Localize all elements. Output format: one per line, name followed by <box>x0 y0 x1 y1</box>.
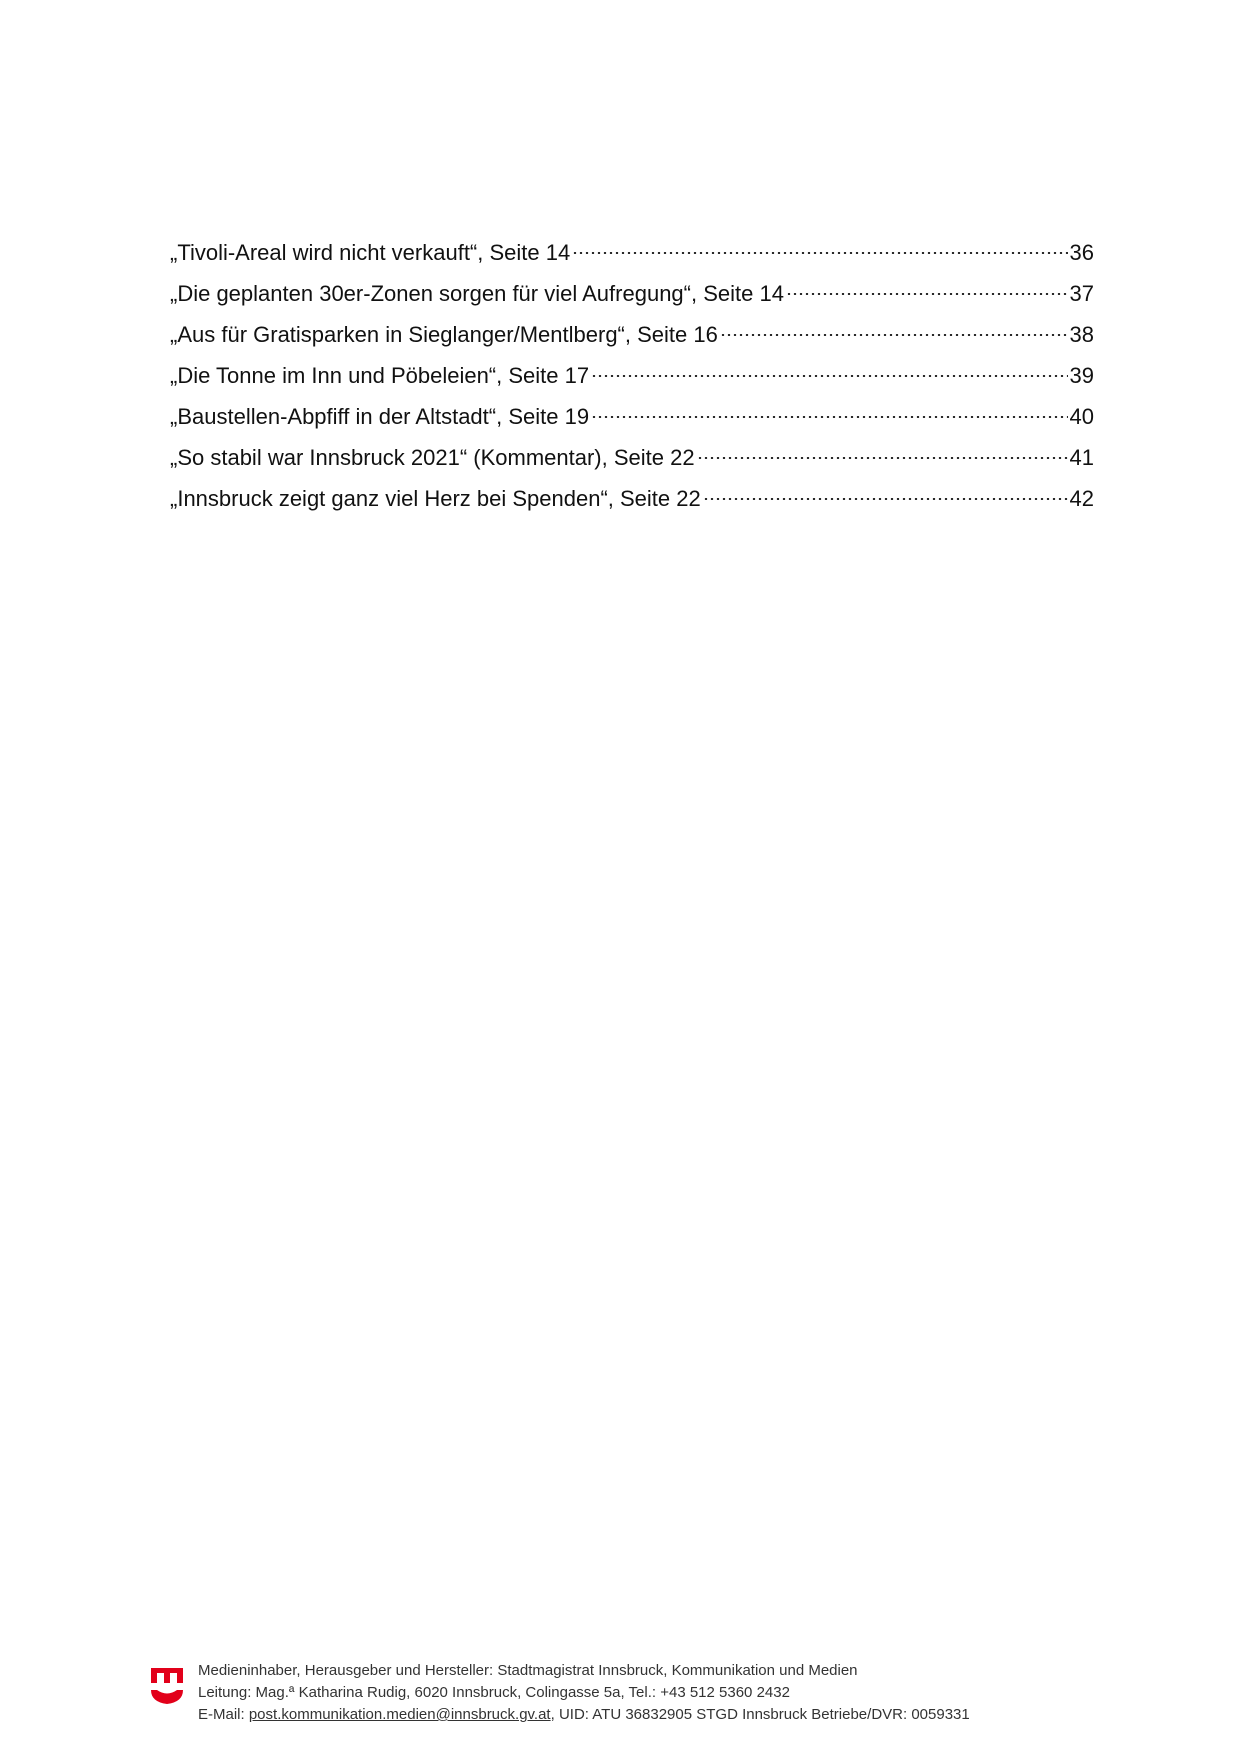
toc-entry-page: 37 <box>1069 281 1094 306</box>
uid-dvr-text: , UID: ATU 36832905 STGD Innsbruck Betriebe/DVR: 0059331 <box>550 1706 970 1723</box>
toc-dot-leader <box>720 334 1068 336</box>
toc-entry-title: „Innsbruck zeigt ganz viel Herz bei Spenden“, Seite 22 <box>170 486 701 511</box>
toc-dot-leader <box>572 252 1067 254</box>
toc-entry[interactable] <box>170 314 1094 355</box>
toc-entry[interactable] <box>170 232 1094 273</box>
toc-entry[interactable] <box>170 478 1094 519</box>
toc-entry[interactable] <box>170 355 1094 396</box>
toc-entry[interactable] <box>170 273 1094 314</box>
imprint-management-line: Leitung: Mag.ª Katharina Rudig, 6020 Innsbruck, Colingasse 5a, Tel.: +43 512 5360 2432 <box>198 1684 790 1701</box>
toc-entry-page: 41 <box>1069 445 1094 470</box>
toc-dot-leader <box>697 457 1068 459</box>
toc-entry-page: 39 <box>1069 363 1094 388</box>
toc-entry-page: 38 <box>1069 322 1094 347</box>
toc-entry[interactable] <box>170 396 1094 437</box>
toc-dot-leader <box>591 416 1067 418</box>
innsbruck-logo-icon <box>150 1666 184 1706</box>
toc-entry-title: „So stabil war Innsbruck 2021“ (Kommentar), Seite 22 <box>170 445 695 470</box>
toc-entry-title: „Aus für Gratisparken in Sieglanger/Mentlberg“, Seite 16 <box>170 322 718 347</box>
page-footer <box>150 1660 1150 1726</box>
email-label: E-Mail: <box>198 1706 249 1723</box>
toc-dot-leader <box>703 498 1068 500</box>
publisher-imprint <box>198 1660 970 1726</box>
imprint-publisher-line: Medieninhaber, Herausgeber und Hersteller: Stadtmagistrat Innsbruck, Kommunikation und Medien <box>198 1662 858 1679</box>
toc-entry-title: „Tivoli-Areal wird nicht verkauft“, Seite 14 <box>170 240 571 265</box>
imprint-contact-line <box>198 1704 970 1726</box>
toc-entry-page: 36 <box>1069 240 1094 265</box>
toc-dot-leader <box>591 375 1067 377</box>
toc-entry-page: 42 <box>1069 486 1094 511</box>
toc-entry-title: „Die geplanten 30er-Zonen sorgen für viel Aufregung“, Seite 14 <box>170 281 784 306</box>
toc-entry-title: „Baustellen-Abpfiff in der Altstadt“, Seite 19 <box>170 404 590 429</box>
toc-dot-leader <box>786 293 1068 295</box>
toc-entry[interactable] <box>170 437 1094 478</box>
email-link[interactable]: post.kommunikation.medien@innsbruck.gv.at <box>248 1706 551 1723</box>
table-of-contents <box>170 232 1094 519</box>
toc-entry-title: „Die Tonne im Inn und Pöbeleien“, Seite 17 <box>170 363 590 388</box>
toc-entry-page: 40 <box>1069 404 1094 429</box>
